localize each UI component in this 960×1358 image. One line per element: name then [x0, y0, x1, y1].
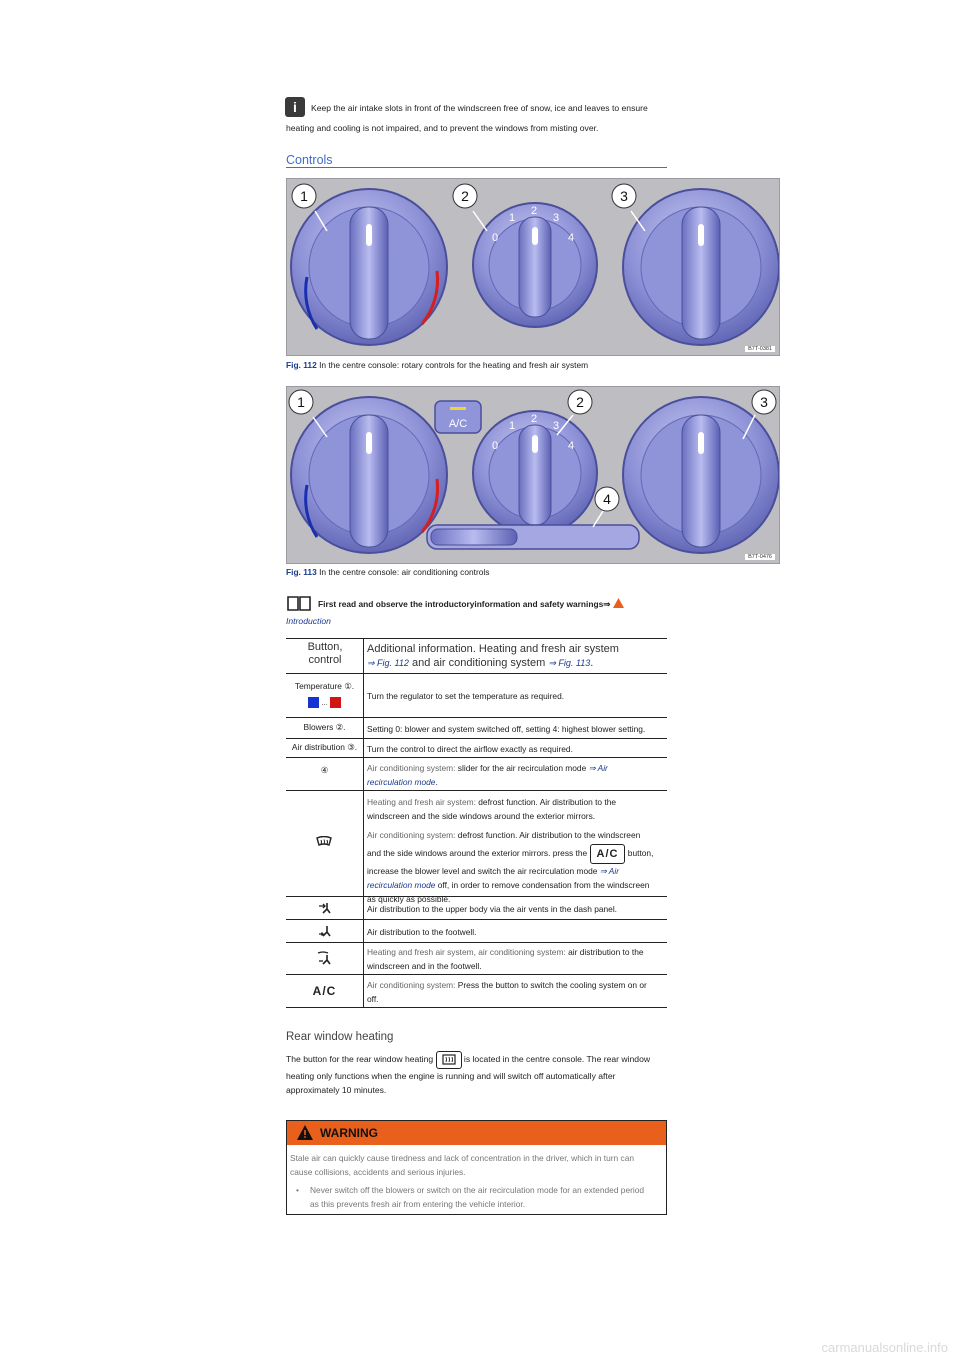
warning-header	[287, 1121, 666, 1145]
figure-112-code: B7T-0381	[745, 346, 775, 352]
temperature-range-separator: ...	[321, 700, 328, 707]
warning-box	[286, 1120, 667, 1215]
air-recirculation-link-2-cont[interactable]: recirculation mode	[367, 880, 436, 890]
fig112-callout-2: 2	[461, 188, 469, 204]
upper-body-airflow-icon	[317, 901, 331, 915]
section-divider	[286, 167, 667, 168]
fig113-callout-1: 1	[297, 394, 305, 410]
temperature-control-label: Temperature ①.	[294, 681, 355, 691]
figure-113-illustration	[287, 387, 780, 564]
ac-icon: A/C	[312, 984, 337, 998]
defrost-heating-label: Heating and fresh air system:	[367, 797, 476, 807]
slider-text: slider for the air recirculation mode	[455, 763, 589, 773]
warning-text-b: cause collisions, accidents and serious injuries.	[290, 1167, 466, 1177]
air-recirculation-link-2[interactable]: ⇒ Air	[599, 866, 620, 876]
defrost-ac-text-d: increase the blower level and switch the air recirculation mode	[367, 866, 600, 876]
air-recirculation-link[interactable]: ⇒ Air	[588, 763, 608, 773]
figure-112-caption-text: In the centre console: rotary controls for the heating and fresh air system	[319, 360, 589, 370]
windscreen-footwell-airflow-icon	[317, 951, 331, 965]
figure-113	[286, 386, 780, 564]
intro-arrow: ⇒	[603, 599, 611, 609]
blowers-description: Setting 0: blower and system switched off, setting 4: highest blower setting.	[367, 724, 646, 734]
figure-112-caption-label: Fig. 112	[286, 360, 317, 370]
fig-112-link[interactable]: ⇒ Fig. 112	[367, 658, 409, 668]
windscreen-footwell-label: Heating and fresh air system, air conditioning system:	[367, 947, 566, 957]
header-info-end: .	[590, 657, 594, 669]
introduction-link[interactable]: Introduction	[286, 616, 331, 626]
figure-113-caption	[286, 567, 489, 577]
warning-bullet-dot: •	[296, 1185, 299, 1195]
defrost-ac-label: Air conditioning system:	[367, 830, 456, 840]
blower-mark-4: 4	[568, 232, 575, 244]
warning-text	[290, 1151, 664, 1179]
rear-window-text-2: heating only functions when the engine is running and will switch off automatically after	[286, 1071, 616, 1081]
table-row	[286, 681, 363, 708]
fig112-callout-3: 3	[620, 188, 628, 204]
header-info-line1: Additional information. Heating and fresh air system	[367, 643, 619, 655]
warning-title: WARNING	[320, 1126, 378, 1140]
blower-mark-1: 1	[509, 212, 516, 224]
slider-description	[367, 761, 665, 789]
ac-text-a: Press the button to switch the cooling system on or	[455, 980, 647, 990]
air-distribution-control-label: Air distribution ③.	[291, 742, 358, 752]
rear-window-heating-title: Rear window heating	[286, 1031, 394, 1043]
fig113-blower-mark-0: 0	[492, 440, 499, 452]
row-divider	[286, 919, 667, 920]
hot-color-swatch	[330, 697, 341, 708]
table-header-rule	[286, 673, 667, 674]
row-divider	[286, 896, 667, 897]
figure-112-caption	[286, 360, 588, 370]
rear-window-text-1a: The button for the rear window heating	[286, 1054, 434, 1064]
ac-description	[367, 978, 665, 1006]
header-info-mid: and air conditioning system	[408, 657, 549, 669]
footwell-description: Air distribution to the footwell.	[367, 927, 477, 937]
info-icon: i	[285, 97, 305, 117]
defrost-description	[367, 795, 665, 906]
row-divider	[286, 738, 667, 739]
defrost-ac-text-a: defrost function. Air distribution to the windscreen	[455, 830, 641, 840]
defrost-heating-text-b: windscreen and the side windows around the exterior mirrors.	[367, 811, 596, 821]
rear-window-heating-text	[286, 1049, 667, 1097]
row-divider	[286, 974, 667, 975]
slider-control-label: ④	[320, 765, 329, 775]
slider-label: Air conditioning system:	[367, 763, 456, 773]
row-divider	[286, 942, 667, 943]
figure-113-code: B7T-0476	[745, 554, 775, 560]
footwell-airflow-icon	[317, 924, 331, 938]
info-note-line2: heating and cooling is not impaired, and to prevent the windows from misting over.	[286, 123, 599, 133]
section-title: Controls	[286, 153, 333, 167]
fig113-callout-3: 3	[760, 394, 768, 410]
intro-line1	[318, 598, 624, 609]
header-control-line2: control	[308, 654, 342, 666]
table-top-rule	[286, 638, 667, 639]
figure-112	[286, 178, 780, 356]
warning-triangle-icon	[613, 598, 624, 608]
row-divider	[286, 757, 667, 758]
warning-icon	[297, 1125, 313, 1140]
figure-112-illustration	[287, 179, 780, 356]
ac-button-label: A/C	[448, 418, 468, 430]
windscreen-footwell-text-a: air distribution to the	[565, 947, 644, 957]
rear-window-heating-icon	[436, 1051, 462, 1069]
warning-text-a: Stale air can quickly cause tiredness and lack of concentration in the driver, which in turn can	[290, 1153, 635, 1163]
warning-bullet	[293, 1183, 663, 1211]
defrost-ac-text-e: off, in order to remove condensation from the windscreen	[435, 880, 650, 890]
fig112-callout-1: 1	[300, 188, 308, 204]
footer-watermark: carmanualsonline.info	[821, 1340, 948, 1355]
figure-113-caption-text: In the centre console: air conditioning controls	[319, 567, 490, 577]
header-control-line1: Button,	[307, 641, 343, 653]
windscreen-footwell-description	[367, 945, 665, 973]
table-bottom-rule	[286, 1007, 667, 1008]
fig-113-link[interactable]: ⇒ Fig. 113	[548, 658, 591, 668]
intro-text: First read and observe the introductoryinformation and safety warnings	[318, 599, 604, 609]
blower-mark-0: 0	[492, 232, 499, 244]
defrost-ac-text-c: button,	[625, 848, 654, 858]
windscreen-defrost-icon	[316, 836, 332, 849]
figure-113-caption-label: Fig. 113	[286, 567, 317, 577]
blowers-control-label: Blowers ②.	[303, 722, 346, 732]
ac-button-icon: A/C	[590, 844, 626, 864]
defrost-ac-text-f: as quickly as possible.	[367, 894, 451, 904]
rear-window-text-3: approximately 10 minutes.	[286, 1085, 387, 1095]
fig113-blower-mark-4: 4	[568, 440, 575, 452]
cold-color-swatch	[308, 697, 319, 708]
warning-bullet-a: Never switch off the blowers or switch on the air recirculation mode for an extended period	[310, 1185, 645, 1195]
table-header-control	[286, 641, 364, 667]
fig113-blower-mark-3: 3	[553, 420, 560, 432]
fig113-blower-mark-1: 1	[509, 420, 516, 432]
defrost-ac-text-b: and the side windows around the exterior mirrors. press the	[367, 848, 588, 858]
slider-end: .	[435, 777, 438, 787]
ac-text-b: off.	[367, 994, 379, 1004]
ac-label: Air conditioning system:	[367, 980, 456, 990]
warning-bullet-b: as this prevents fresh air from entering the vehicle interior.	[310, 1199, 526, 1209]
air-distribution-description: Turn the control to direct the airflow exactly as required.	[367, 744, 573, 754]
fig113-blower-mark-2: 2	[531, 413, 538, 425]
blower-mark-2: 2	[531, 205, 538, 217]
table-column-divider	[363, 639, 364, 1008]
windscreen-footwell-text-b: windscreen and in the footwell.	[367, 961, 482, 971]
fig113-callout-4: 4	[603, 491, 611, 507]
blower-mark-3: 3	[553, 212, 560, 224]
table-header-info	[367, 642, 667, 670]
temperature-description: Turn the regulator to set the temperature as required.	[367, 691, 565, 701]
row-divider	[286, 790, 667, 791]
air-recirculation-link-cont[interactable]: recirculation mode	[367, 777, 436, 787]
book-icon	[286, 595, 312, 611]
fig113-callout-2: 2	[576, 394, 584, 410]
rear-window-text-1b: is located in the centre console. The rear window	[461, 1054, 651, 1064]
info-note-line1: Keep the air intake slots in front of the windscreen free of snow, ice and leaves to ensure	[311, 103, 648, 113]
upper-body-description: Air distribution to the upper body via the air vents in the dash panel.	[367, 904, 618, 914]
row-divider	[286, 717, 667, 718]
defrost-heating-text-a: defrost function. Air distribution to the	[475, 797, 617, 807]
